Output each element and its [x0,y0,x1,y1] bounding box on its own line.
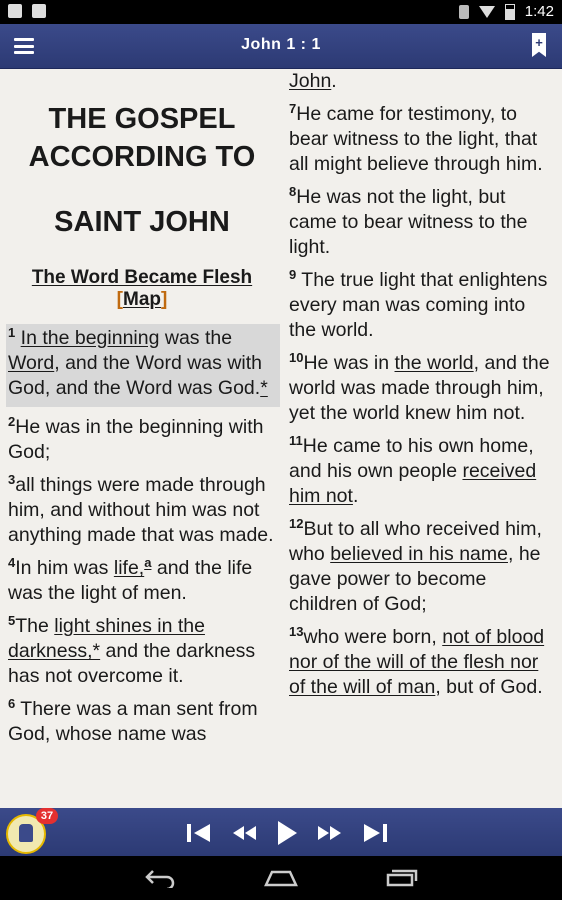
notification-icons [8,4,46,18]
verse-text: and the life was the light of men. [8,557,253,604]
verse-number: 4 [8,555,16,570]
book-title [8,100,276,241]
verse-text: was the [159,327,233,349]
play-icon[interactable] [276,820,298,846]
verse-number: 2 [8,414,16,429]
book-title-line: ACCORDING TO [28,141,256,173]
verse-10[interactable] [289,351,557,426]
verse-number: 10 [289,350,304,365]
verse-text: and the darkness has not overcome it. [8,640,256,687]
verse-text: The true light that enlightens every man was coming into the world. [289,269,548,341]
nav-recent-icon[interactable] [386,869,418,892]
verse-number: 13 [289,624,304,639]
skip-next-icon[interactable] [362,822,388,844]
verse-5[interactable] [8,614,276,689]
status-bar [0,0,562,24]
verse-2[interactable] [8,415,276,465]
section-heading-text: The Word Became Flesh [31,267,253,288]
audio-player-bar [0,808,562,856]
verse-text: , he gave power to become children of God; [289,543,541,615]
verse-1[interactable] [6,324,280,407]
verse-9[interactable] [289,268,557,343]
verse-text: He was not the light, but came to bear witness to the light. [289,186,528,258]
system-nav-bar [0,856,562,900]
bluetooth-icon [459,5,469,19]
scripture-content[interactable] [0,69,562,808]
playback-controls [186,820,388,846]
verse-text: all things were made through him, and without him was not anything made that was made. [8,474,274,546]
verse-text: But to all who received him, who [289,518,542,565]
fast-forward-icon[interactable] [317,822,343,844]
verse-text: , and the Word was with God, and the Word was God. [8,352,262,399]
verse-4[interactable] [8,556,276,606]
verse-number: 11 [289,433,303,448]
verse-number: 12 [289,516,304,531]
verse-text: There was a man sent from God, whose name was [8,698,258,745]
book-title-line: SAINT JOHN [54,206,230,238]
verse-11[interactable] [289,434,557,509]
cross-reference-link[interactable]: In the beginning [20,327,160,349]
status-right [459,3,554,20]
notification-badge: 37 [36,808,58,824]
cross-reference-link[interactable]: John [289,70,332,92]
map-link[interactable]: Map [123,289,161,310]
footnote-link[interactable]: a [144,555,152,570]
wifi-icon [479,6,495,18]
verse-text: He came to his own home, and his own people [289,435,534,482]
rewind-icon[interactable] [231,822,257,844]
verse-8[interactable] [289,185,557,260]
verse-number: 1 [8,325,16,340]
verse-number: 6 [8,696,16,711]
verse-text: , but of God. [435,676,543,698]
cross-reference-link[interactable]: believed in his name [330,543,508,565]
cross-reference-link[interactable]: Word [8,352,55,374]
verse-number: 8 [289,184,297,199]
nav-home-icon[interactable] [264,869,298,892]
right-column [289,69,557,708]
verse-text: The [15,615,55,637]
verse-text: . [352,485,359,507]
cross-reference-link[interactable]: not of blood nor of the will of the flesh nor of the will of man [289,626,545,698]
section-heading: The Word Became Flesh [Map] [31,267,253,310]
verse-number: 7 [289,101,297,116]
verse-6[interactable] [8,697,276,747]
verse-3[interactable] [8,473,276,548]
verse-text: He was in [303,352,395,374]
chapter-title[interactable]: John 1 : 1 [241,36,321,53]
verse-number: 3 [8,472,16,487]
book-title-line: THE GOSPEL [48,103,236,135]
cross-reference-link[interactable]: received him not [289,460,537,507]
verse-12[interactable] [289,517,557,617]
verse-6-continued[interactable] [289,69,557,94]
cross-reference-link[interactable]: the world [394,352,474,374]
verse-text: He came for testimony, to bear witness to the light, that all might believe through him. [289,103,543,175]
verse-text: In him was [15,557,114,579]
verse-7[interactable] [289,102,557,177]
verse-text: He was in the beginning with God; [8,416,264,463]
left-column [8,69,276,755]
battery-icon [505,4,515,20]
app-bar [0,24,562,69]
verse-13[interactable] [289,625,557,700]
skip-previous-icon[interactable] [186,822,212,844]
verse-number: 5 [8,613,16,628]
status-time: 1:42 [524,3,554,20]
bookmark-add-icon[interactable]: + [532,33,546,57]
cross-reference-link[interactable]: light shines in the darkness,* [8,615,205,662]
verse-text: . [331,70,337,92]
verse-text: who were born, [303,626,443,648]
notification-image-icon [8,4,22,18]
nav-back-icon[interactable] [145,868,177,893]
cross-reference-link[interactable]: life, [113,557,145,579]
verse-text: , and the world was made through him, yet the world knew him not. [289,352,550,424]
footnote-link[interactable]: * [260,377,268,399]
verse-number: 9 [289,267,297,282]
notification-check-icon [32,4,46,18]
